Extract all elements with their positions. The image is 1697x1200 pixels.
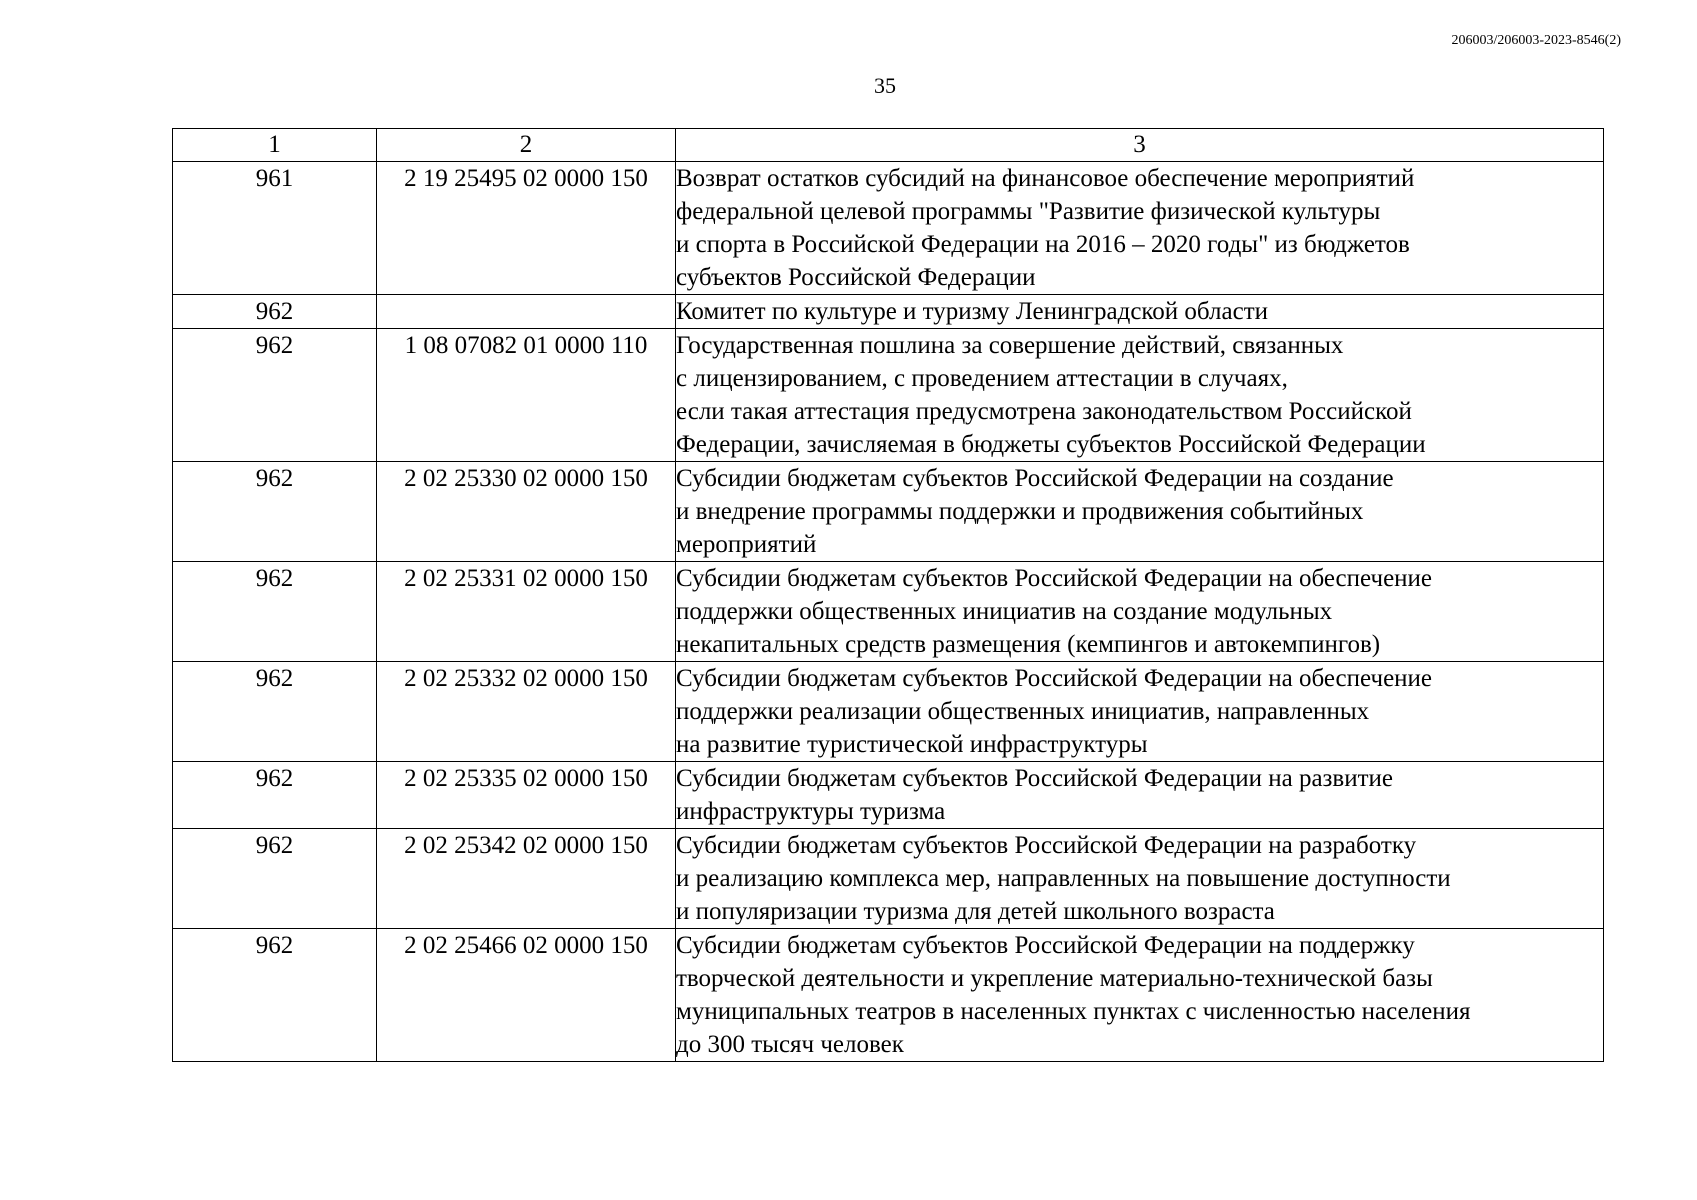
admin-code-cell: 962	[173, 562, 377, 662]
income-name-line: некапитальных средств размещения (кемпингов и автокемпингов)	[676, 631, 1381, 658]
budget-classification-code-cell	[377, 295, 676, 329]
admin-code-cell: 962	[173, 295, 377, 329]
table-body	[173, 162, 1604, 1062]
admin-code-cell: 962	[173, 829, 377, 929]
income-name-cell	[676, 829, 1604, 929]
budget-classification-code-cell: 2 19 25495 02 0000 150	[377, 162, 676, 295]
table-row	[173, 762, 1604, 829]
table-row	[173, 562, 1604, 662]
table-row	[173, 295, 1604, 329]
income-name-line: Субсидии бюджетам субъектов Российской Федерации на развитие	[676, 765, 1394, 792]
income-name-cell	[676, 929, 1604, 1062]
column-header-3: 3	[676, 129, 1604, 162]
income-name-cell	[676, 329, 1604, 462]
income-name-line: инфраструктуры туризма	[676, 798, 946, 825]
income-name-line: Государственная пошлина за совершение действий, связанных	[676, 332, 1344, 359]
table-header-row	[173, 129, 1604, 162]
table-row	[173, 829, 1604, 929]
income-name-line: Субсидии бюджетам субъектов Российской Федерации на поддержку	[676, 932, 1415, 959]
budget-classification-code-cell: 2 02 25330 02 0000 150	[377, 462, 676, 562]
income-name-line: творческой деятельности и укрепление материально-технической базы	[676, 965, 1433, 992]
income-name-cell	[676, 662, 1604, 762]
income-name-line: Субсидии бюджетам субъектов Российской Федерации на разработку	[676, 832, 1417, 859]
income-name-line: если такая аттестация предусмотрена законодательством Российской	[676, 398, 1412, 425]
column-header-2: 2	[377, 129, 676, 162]
income-name-line: до 300 тысяч человек	[676, 1031, 904, 1058]
column-header-1: 1	[173, 129, 377, 162]
table-row	[173, 329, 1604, 462]
budget-classification-code-cell: 2 02 25466 02 0000 150	[377, 929, 676, 1062]
table-row	[173, 162, 1604, 295]
income-name-line: Субсидии бюджетам субъектов Российской Федерации на создание	[676, 465, 1394, 492]
budget-classification-code-cell: 2 02 25332 02 0000 150	[377, 662, 676, 762]
admin-code-cell: 961	[173, 162, 377, 295]
income-name-line: Субсидии бюджетам субъектов Российской Федерации на обеспечение	[676, 565, 1433, 592]
income-name-line: Комитет по культуре и туризму Ленинградской области	[676, 298, 1268, 325]
income-name-line: и внедрение программы поддержки и продвижения событийных	[676, 498, 1364, 525]
table-row	[173, 662, 1604, 762]
income-name-line: поддержки реализации общественных инициатив, направленных	[676, 698, 1370, 725]
budget-codes-table	[172, 128, 1604, 1062]
income-name-cell	[676, 295, 1604, 329]
budget-classification-code-cell: 2 02 25331 02 0000 150	[377, 562, 676, 662]
income-name-line: и реализацию комплекса мер, направленных на повышение доступности	[676, 865, 1451, 892]
income-name-cell	[676, 562, 1604, 662]
admin-code-cell: 962	[173, 329, 377, 462]
income-name-line: мероприятий	[676, 531, 817, 558]
income-name-line: Федерации, зачисляемая в бюджеты субъектов Российской Федерации	[676, 431, 1426, 458]
income-name-line: субъектов Российской Федерации	[676, 264, 1036, 291]
document-id: 206003/206003-2023-8546(2)	[1451, 33, 1621, 48]
admin-code-cell: 962	[173, 929, 377, 1062]
budget-classification-code-cell: 2 02 25342 02 0000 150	[377, 829, 676, 929]
page-number: 35	[874, 73, 896, 98]
admin-code-cell: 962	[173, 462, 377, 562]
budget-classification-code-cell: 1 08 07082 01 0000 110	[377, 329, 676, 462]
income-name-line: с лицензированием, с проведением аттестации в случаях,	[676, 365, 1288, 392]
income-name-cell	[676, 162, 1604, 295]
budget-classification-code-cell: 2 02 25335 02 0000 150	[377, 762, 676, 829]
admin-code-cell: 962	[173, 662, 377, 762]
income-name-line: Субсидии бюджетам субъектов Российской Федерации на обеспечение	[676, 665, 1433, 692]
income-name-cell	[676, 762, 1604, 829]
table-row	[173, 929, 1604, 1062]
income-name-line: поддержки общественных инициатив на создание модульных	[676, 598, 1333, 625]
income-name-line: и популяризации туризма для детей школьного возраста	[676, 898, 1275, 925]
income-name-line: на развитие туристической инфраструктуры	[676, 731, 1148, 758]
income-name-line: муниципальных театров в населенных пунктах с численностью населения	[676, 998, 1471, 1025]
income-name-line: федеральной целевой программы "Развитие физической культуры	[676, 198, 1381, 225]
income-name-cell	[676, 462, 1604, 562]
income-name-line: и спорта в Российской Федерации на 2016 – 2020 годы" из бюджетов	[676, 231, 1410, 258]
income-name-line: Возврат остатков субсидий на финансовое обеспечение мероприятий	[676, 165, 1415, 192]
admin-code-cell: 962	[173, 762, 377, 829]
table-row	[173, 462, 1604, 562]
